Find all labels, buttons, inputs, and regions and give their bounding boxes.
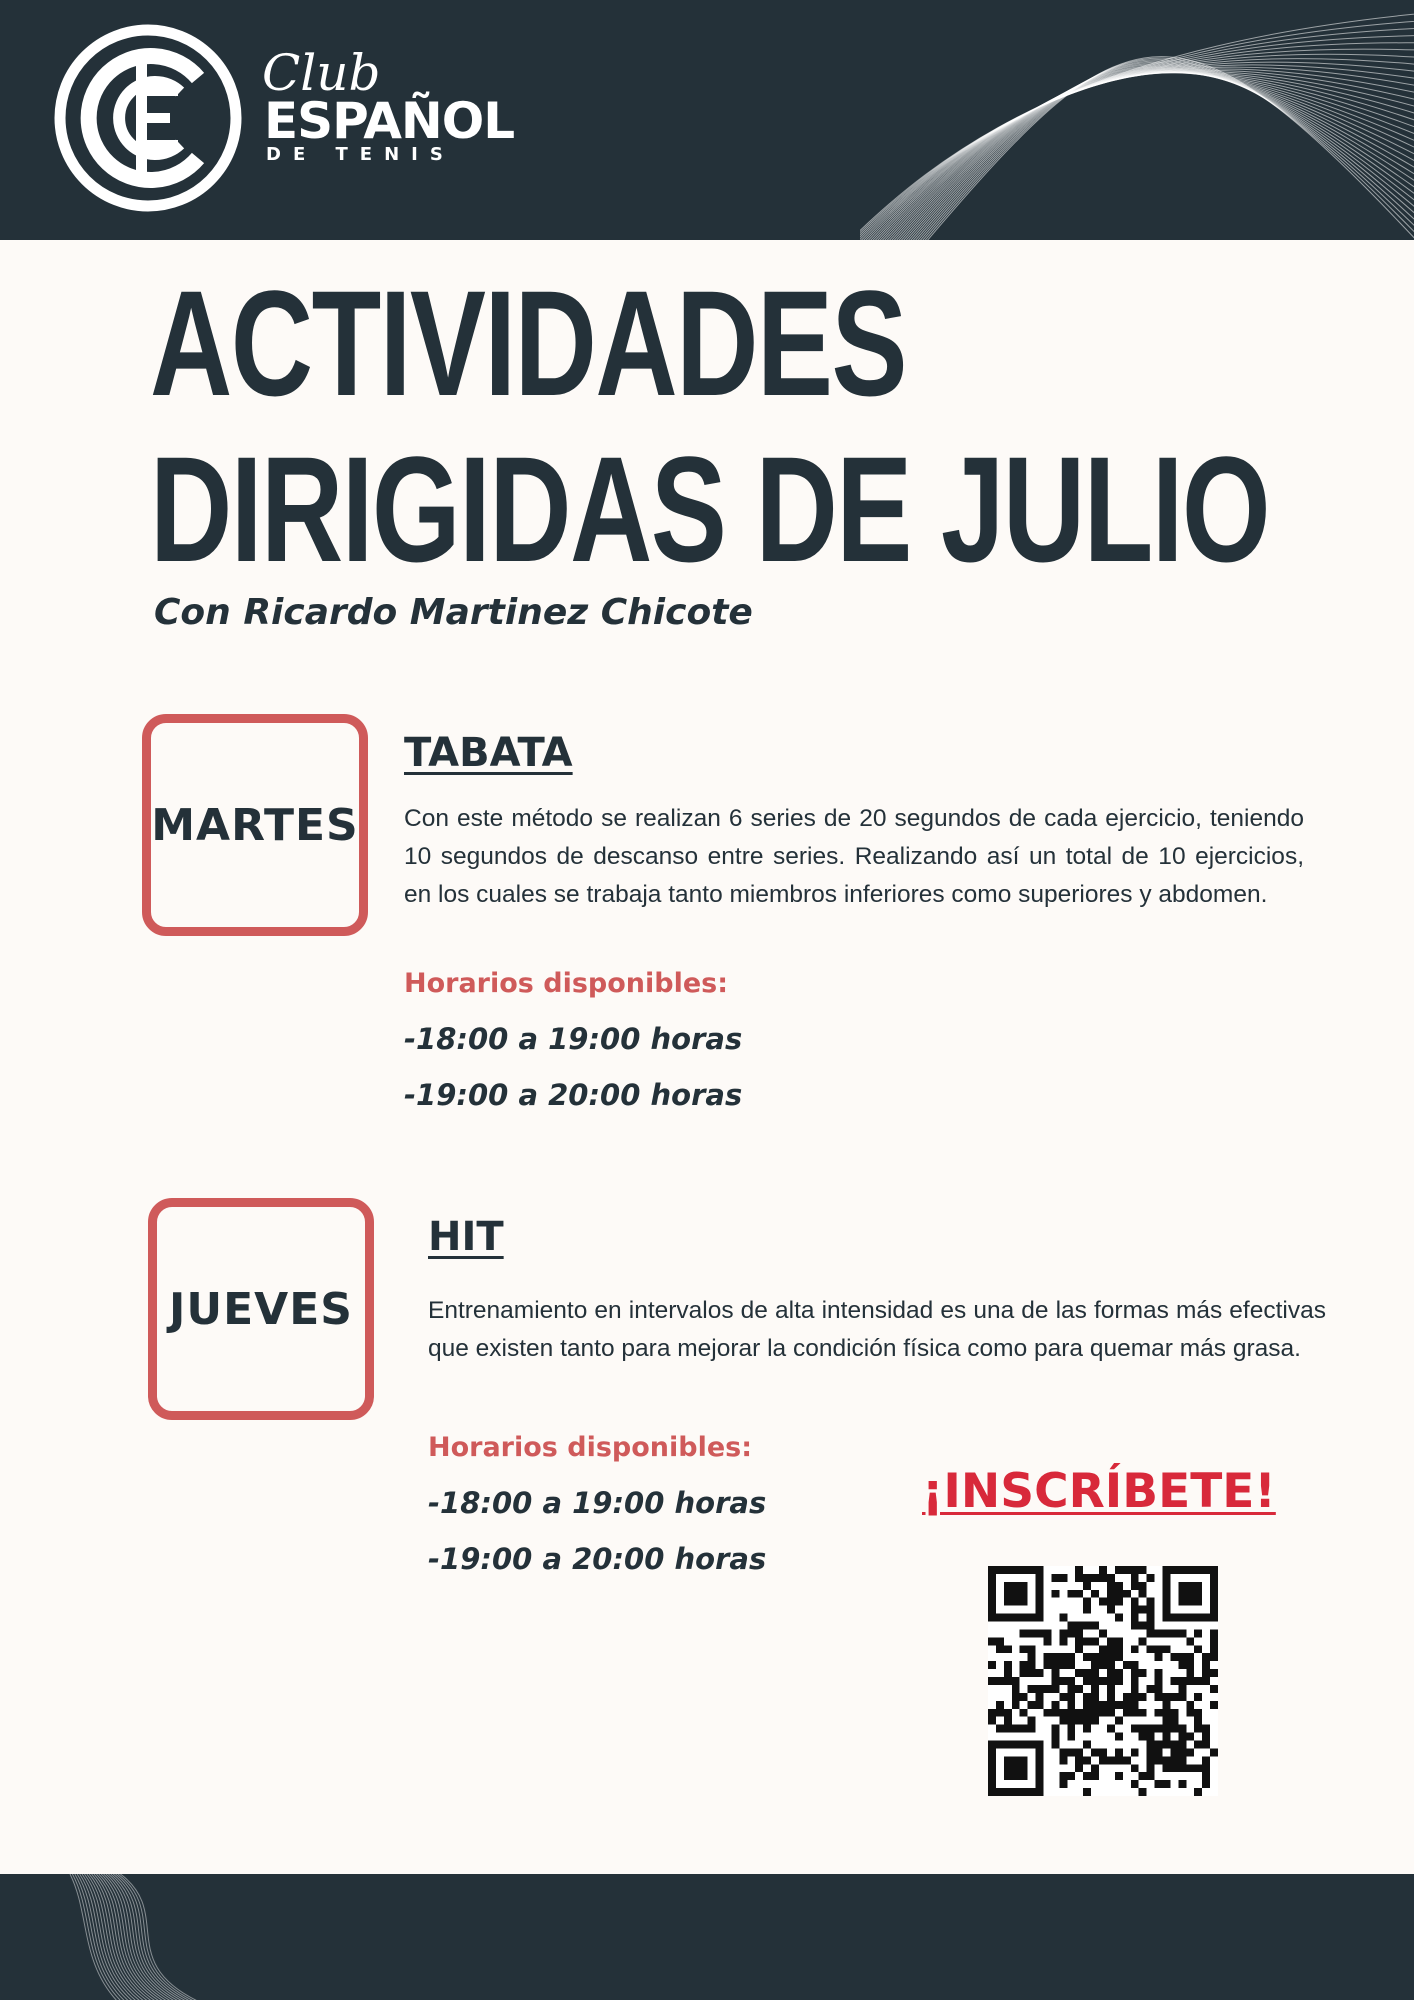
activity-description-hit: Entrenamiento en intervalos de alta intensidad es una de las formas más efectivas que existen tanto para mejorar la condición física como para quemar más grasa.: [428, 1297, 1326, 1362]
schedule-label-hit: Horarios disponibles:: [428, 1432, 753, 1463]
club-logo-icon: [52, 22, 244, 214]
time-slot: -18:00 a 19:00 horas: [428, 1486, 767, 1520]
day-label: JUEVES: [169, 1283, 353, 1335]
qr-code-icon[interactable]: [988, 1566, 1218, 1796]
logo-club-text: Club: [262, 44, 381, 102]
activity-name-tabata: TABATA: [404, 730, 573, 776]
page-title: [150, 259, 1270, 593]
day-badge-jueves: [148, 1198, 374, 1420]
day-badge-martes: [142, 714, 368, 936]
decorative-waves-bottom: [60, 1874, 200, 2000]
title-line-2: DIRIGIDAS DE JULIO: [150, 425, 1270, 593]
schedule-label-tabata: Horarios disponibles:: [404, 968, 729, 999]
time-slot: -19:00 a 20:00 horas: [428, 1542, 767, 1576]
time-slot: -19:00 a 20:00 horas: [404, 1078, 743, 1112]
logo-tagline-text: DE TENIS: [266, 144, 455, 165]
activity-description-tabata: Con este método se realizan 6 series de 20 segundos de cada ejercicio, teniendo 10 segundos de descanso entre series. Realizando así un total de 10 ejercicios, en los cuales se trabaja tanto miembros inferiores como superiores y abdomen.: [404, 805, 1304, 908]
instructor-subtitle: Con Ricardo Martinez Chicote: [154, 592, 753, 633]
title-line-1: ACTIVIDADES: [150, 259, 907, 427]
day-label: MARTES: [151, 799, 359, 851]
signup-cta-link[interactable]: ¡INSCRÍBETE!: [922, 1464, 1276, 1519]
decorative-waves-top: [860, 0, 1414, 240]
header-band: [0, 0, 1414, 240]
logo-name-text: ESPAÑOL: [264, 92, 515, 150]
activity-name-hit: HIT: [428, 1214, 504, 1260]
footer-band: [0, 1874, 1414, 2000]
time-slot: -18:00 a 19:00 horas: [404, 1022, 743, 1056]
